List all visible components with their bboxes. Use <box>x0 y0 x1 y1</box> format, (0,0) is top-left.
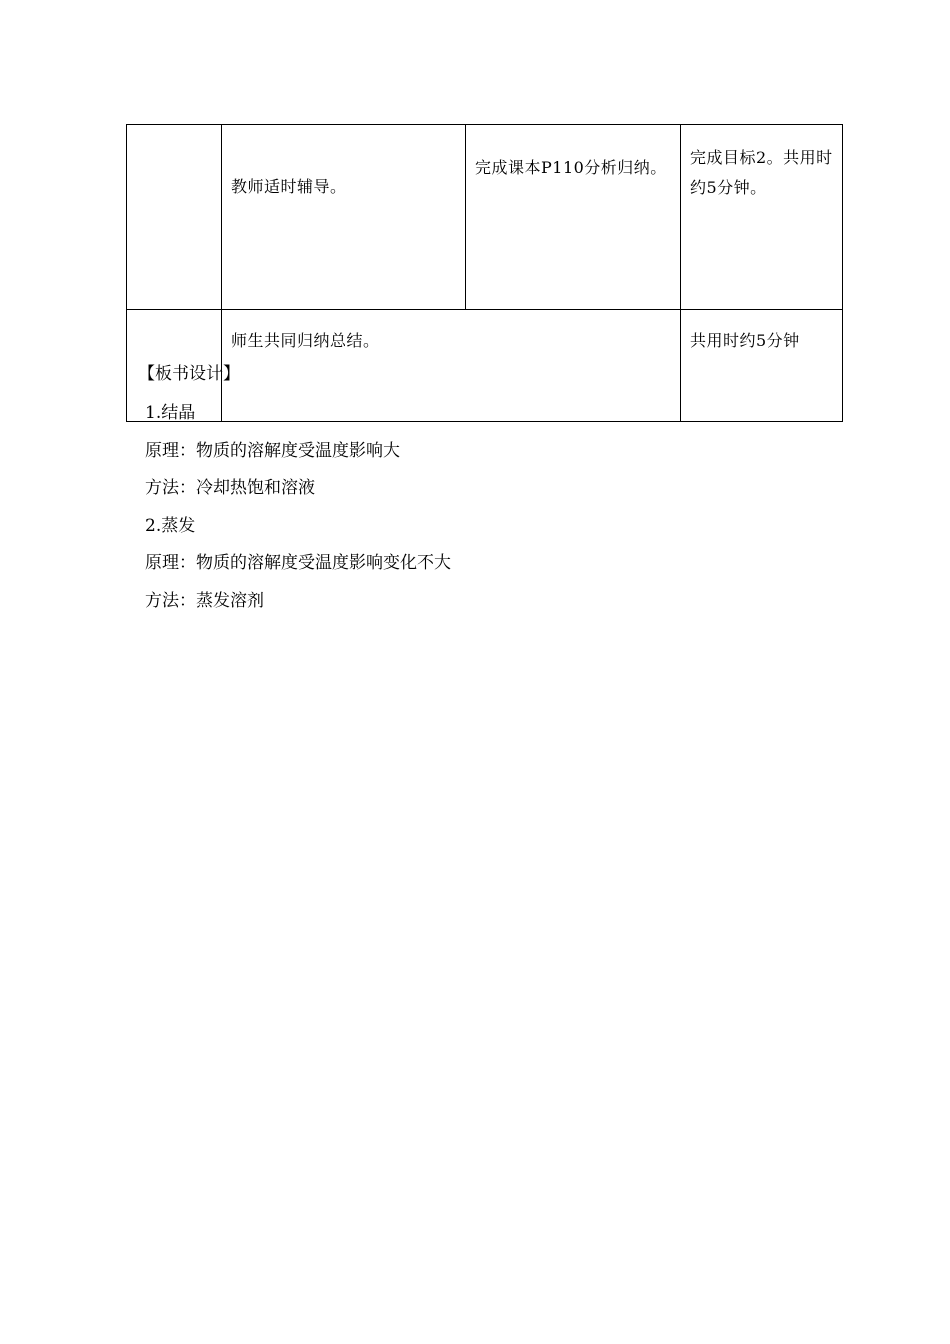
board-line-principle-1: 原理：物质的溶解度受温度影响大 <box>145 440 400 461</box>
summary-activity-cell: 师生共同归纳总结。 <box>222 310 681 422</box>
board-line-method-2: 方法：蒸发溶剂 <box>145 590 264 611</box>
design-intent-cell: 完成目标2。共用时约5分钟。 <box>681 125 843 310</box>
teacher-activity-cell: 教师适时辅导。 <box>222 125 466 310</box>
student-activity-cell: 完成课本P110分析归纳。 <box>466 125 681 310</box>
board-design-heading: 【板书设计】 <box>138 364 240 384</box>
board-line-principle-2: 原理：物质的溶解度受温度影响变化不大 <box>145 553 451 574</box>
board-line-method-1: 方法：冷却热饱和溶液 <box>145 478 315 499</box>
table-row <box>127 125 843 310</box>
board-line-crystallization: 1.结晶 <box>145 403 196 423</box>
board-line-evaporation: 2.蒸发 <box>145 515 196 536</box>
board-design-section <box>138 357 845 621</box>
table-cell-empty <box>127 125 222 310</box>
summary-time-cell: 共用时约5分钟 <box>681 310 843 422</box>
